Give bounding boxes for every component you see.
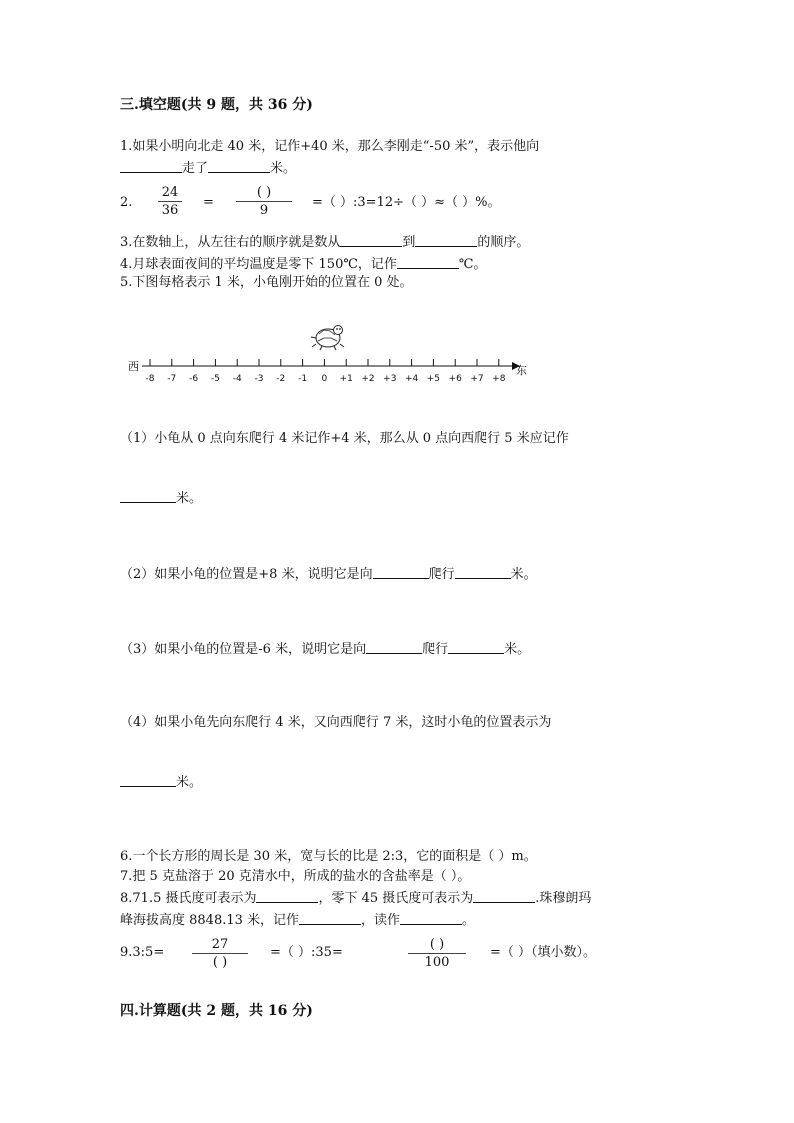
q9-tail: =（ ）（填小数）。	[490, 945, 597, 960]
turtle-icon	[311, 326, 344, 351]
q9-fraction-1: 27 ( )	[192, 938, 248, 969]
answer-blank[interactable]	[455, 566, 511, 579]
number-line-tick-label: -1	[298, 374, 308, 384]
q9-fraction-2: ( ) 100	[408, 938, 466, 969]
number-line-tick-label: +5	[426, 374, 441, 384]
number-line-tick-label: +7	[470, 374, 484, 384]
q5-sub2: （2）如果小龟的位置是+8 米，说明它是向 爬行 米。	[120, 567, 537, 582]
q5-sub4-line2: 米。	[120, 774, 202, 789]
answer-blank[interactable]	[373, 566, 429, 579]
number-line-tick-label: +1	[339, 374, 353, 384]
q4-text: 4.月球表面夜间的平均温度是零下 150℃，记作 ℃。	[120, 257, 487, 272]
west-label: 西	[128, 360, 139, 373]
q1-line2: 走了 米。	[120, 160, 296, 175]
number-line-tick-label: -4	[232, 374, 242, 384]
answer-blank[interactable]	[448, 641, 504, 654]
number-line-tick-label: -2	[276, 374, 286, 384]
answer-blank[interactable]	[256, 890, 318, 903]
east-label: 东	[516, 364, 527, 377]
q9-mid: =（ ）:35=	[270, 945, 343, 960]
number-line-tick-label: -8	[145, 374, 155, 384]
q9-lead: 9.3:5=	[120, 945, 165, 960]
number-line-tick-label: -5	[210, 374, 220, 384]
q5-text: 5.下图每格表示 1 米，小龟刚开始的位置在 0 处。	[120, 275, 413, 290]
answer-blank[interactable]	[120, 490, 176, 503]
answer-blank[interactable]	[340, 234, 402, 247]
answer-blank[interactable]	[299, 912, 361, 925]
answer-blank[interactable]	[366, 641, 422, 654]
answer-blank[interactable]	[473, 890, 535, 903]
q2-rest: =（ ）:3=12÷（ ）≈（ ）%。	[312, 195, 501, 210]
number-line-tick-label: -7	[167, 374, 177, 384]
answer-blank[interactable]	[397, 256, 459, 269]
number-line-tick-label: +8	[492, 374, 506, 384]
q1-line1: 1.如果小明向北走 40 米，记作+40 米，那么李刚走“-50 米”，表示他向	[120, 139, 540, 154]
q5-sub1-line2: 米。	[120, 490, 202, 505]
section-4-title: 四.计算题(共 2 题，共 16 分)	[120, 1003, 313, 1019]
answer-blank[interactable]	[415, 234, 477, 247]
q6-text: 6.一个长方形的周长是 30 米，宽与长的比是 2:3，它的面积是（ ）m。	[120, 849, 537, 864]
answer-blank[interactable]	[120, 160, 182, 173]
number-line-tick-label: 0	[321, 374, 328, 384]
section-3-title: 三.填空题(共 9 题，共 36 分)	[120, 97, 313, 113]
q2-fraction-1: 24 36	[158, 186, 182, 217]
number-line-tick-label: +6	[448, 374, 462, 384]
answer-blank[interactable]	[120, 774, 176, 787]
q3-text: 3.在数轴上，从左往右的顺序就是数从 到 的顺序。	[120, 235, 530, 250]
number-line-tick-label: +3	[383, 374, 397, 384]
q5-sub4-line1: （4）如果小龟先向东爬行 4 米，又向西爬行 7 米，这时小龟的位置表示为	[120, 715, 552, 730]
q8-line2: 峰海拔高度 8848.13 米，记作 ，读作 。	[120, 913, 476, 928]
q7-text: 7.把 5 克盐溶于 20 克清水中，所成的盐水的含盐率是（ ）。	[120, 869, 471, 884]
answer-blank[interactable]	[400, 912, 462, 925]
q5-sub1-line1: （1）小龟从 0 点向东爬行 4 米记作+4 米，那么从 0 点向西爬行 5 米应记作	[120, 431, 569, 446]
number-line-tick-label: +2	[361, 374, 375, 384]
q5-sub3: （3）如果小龟的位置是-6 米，说明它是向 爬行 米。	[120, 642, 531, 657]
q2-fraction-2: ( ) 9	[236, 186, 292, 217]
number-line-figure	[120, 322, 540, 392]
q2-number: 2.	[120, 195, 133, 210]
answer-blank[interactable]	[208, 160, 270, 173]
number-line-tick-label: +4	[404, 374, 419, 384]
q2-equals: =	[203, 195, 214, 210]
number-line-tick-label: -3	[254, 374, 264, 384]
q8-line1: 8.71.5 摄氏度可表示为 ，零下 45 摄氏度可表示为 .珠穆朗玛	[120, 891, 592, 906]
number-line-tick-label: -6	[189, 374, 199, 384]
